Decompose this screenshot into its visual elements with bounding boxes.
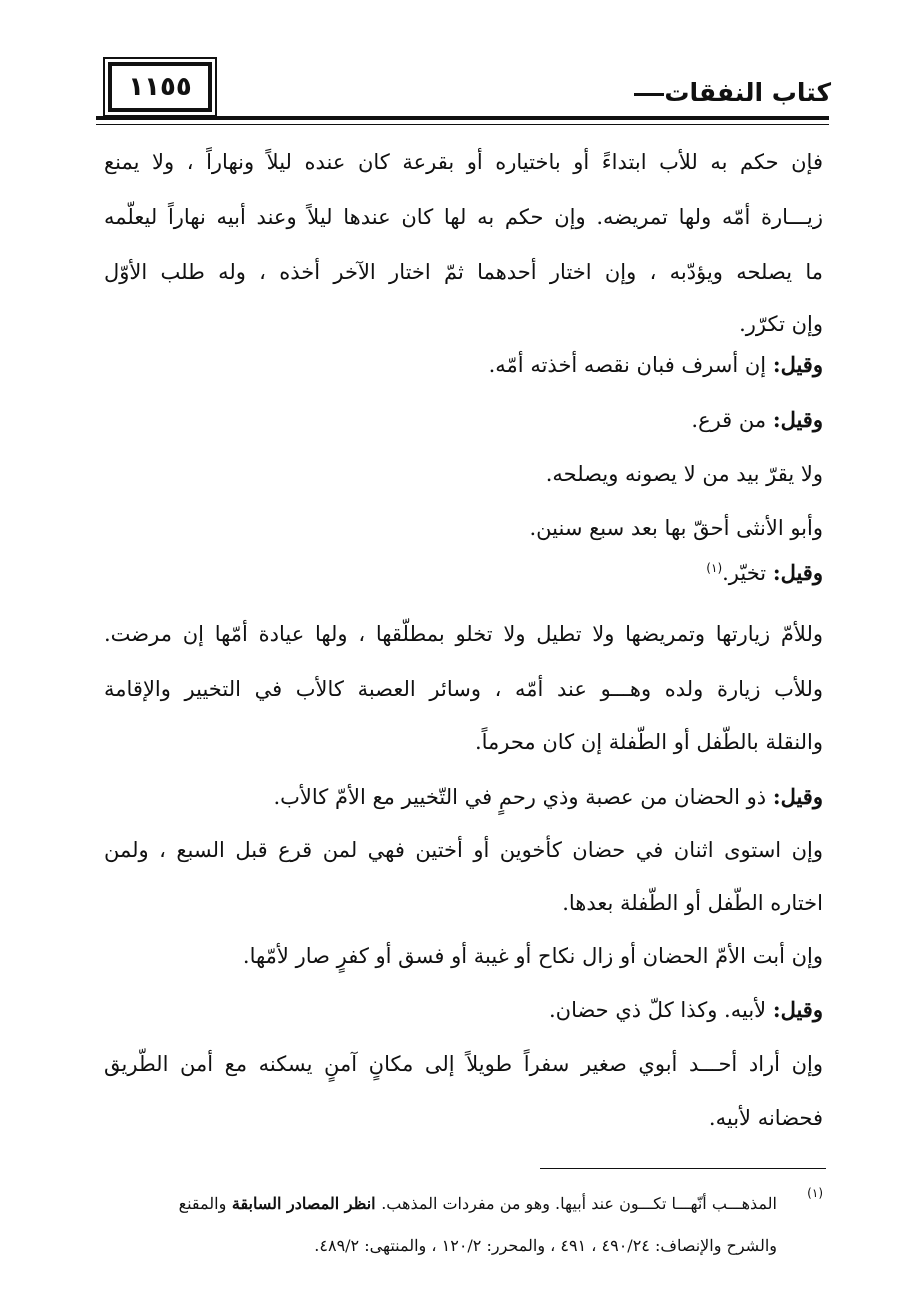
footnote-marker: (١) bbox=[807, 1186, 823, 1200]
body-line-5: وقيل: إن أسرف فبان نقصه أخذته أمّه. bbox=[488, 352, 823, 377]
footnote-rule bbox=[540, 1168, 826, 1169]
body-line-14: وإن استوى اثنان في حضان كأخوين أو أختين فهي لمن قرع قبل السبع ، ولمن bbox=[104, 838, 823, 862]
lead-word: وقيل: bbox=[772, 352, 823, 377]
lead-word: وقيل: bbox=[772, 997, 823, 1022]
running-title-text: كتاب النفقات bbox=[664, 78, 831, 107]
footnote-line-1: المذهـــب أنّهـــا تكـــون عند أبيها. وهو من مفردات المذهب. انظر المصادر السابقة والمقنع bbox=[178, 1194, 777, 1213]
header-rule-thin bbox=[96, 124, 829, 125]
body-line-17: وقيل: لأبيه. وكذا كلّ ذي حضان. bbox=[548, 997, 823, 1022]
lead-word: وقيل: bbox=[772, 784, 823, 809]
body-line-15: اختاره الطّفل أو الطّفلة بعدها. bbox=[562, 891, 823, 915]
body-line-4: وإن تكرّر. bbox=[739, 312, 823, 336]
body-line-2: زيـــارة أمّه ولها تمريضه. وإن حكم به لها كان عندها ليلاً وعند أبيه نهاراً ليعلّمه bbox=[104, 205, 823, 229]
body-line-9: وقيل: تخيّر.$^{(١)}$ bbox=[706, 560, 823, 585]
body-line-6: وقيل: من قرع. bbox=[691, 407, 823, 432]
body-line-1: فإن حكم به للأب ابتداءً أو باختياره أو بقرعة كان عنده ليلاً ونهاراً ، ولا يمنع bbox=[104, 150, 823, 174]
footnote-reference: (١) bbox=[706, 561, 723, 575]
body-line-18: وإن أراد أحـــد أبوي صغير سفراً طويلاً إلى مكانٍ آمنٍ يسكنه مع أمن الطّريق bbox=[104, 1052, 823, 1076]
lead-word: وقيل: bbox=[772, 560, 823, 585]
footnote-emphasis: انظر المصادر السابقة bbox=[226, 1194, 382, 1213]
body-line-8: وأبو الأنثى أحقّ بها بعد سبع سنين. bbox=[529, 516, 823, 540]
body-line-10: وللأمّ زيارتها وتمريضها ولا تطيل ولا تخلو بمطلّقها ، ولها عيادة أمّها إن مرضت. bbox=[104, 622, 823, 646]
body-line-19: فحضانه لأبيه. bbox=[708, 1106, 823, 1130]
title-dash bbox=[634, 93, 664, 96]
footnote-line-2: والشرح والإنصاف: ٤٩٠/٢٤ ، ٤٩١ ، والمحرر: ١٢٠/٢ ، والمنتهى: ٤٨٩/٢. bbox=[314, 1236, 777, 1255]
page-number-box bbox=[108, 62, 212, 112]
body-line-16: وإن أبت الأمّ الحضان أو زال نكاح أو غيبة أو فسق أو كفرٍ صار لأمّها. bbox=[242, 944, 823, 968]
body-line-13: وقيل: ذو الحضان من عصبة وذي رحمٍ في التّخيير مع الأمّ كالأب. bbox=[273, 784, 823, 809]
page-number: ١١٥٥ bbox=[128, 72, 192, 102]
header-rule-thick bbox=[96, 116, 829, 120]
lead-word: وقيل: bbox=[772, 407, 823, 432]
body-line-11: وللأب زيارة ولده وهـــو عند أمّه ، وسائر العصبة كالأب في التخيير والإقامة bbox=[104, 677, 823, 701]
body-line-3: ما يصلحه ويؤدّبه ، وإن اختار أحدهما ثمّ اختار الآخر أخذه ، وله طلب الأوّل bbox=[104, 260, 823, 284]
body-line-12: والنقلة بالطّفل أو الطّفلة إن كان محرماً. bbox=[474, 730, 823, 754]
running-title bbox=[628, 78, 831, 107]
body-line-7: ولا يقرّ بيد من لا يصونه ويصلحه. bbox=[545, 462, 823, 486]
